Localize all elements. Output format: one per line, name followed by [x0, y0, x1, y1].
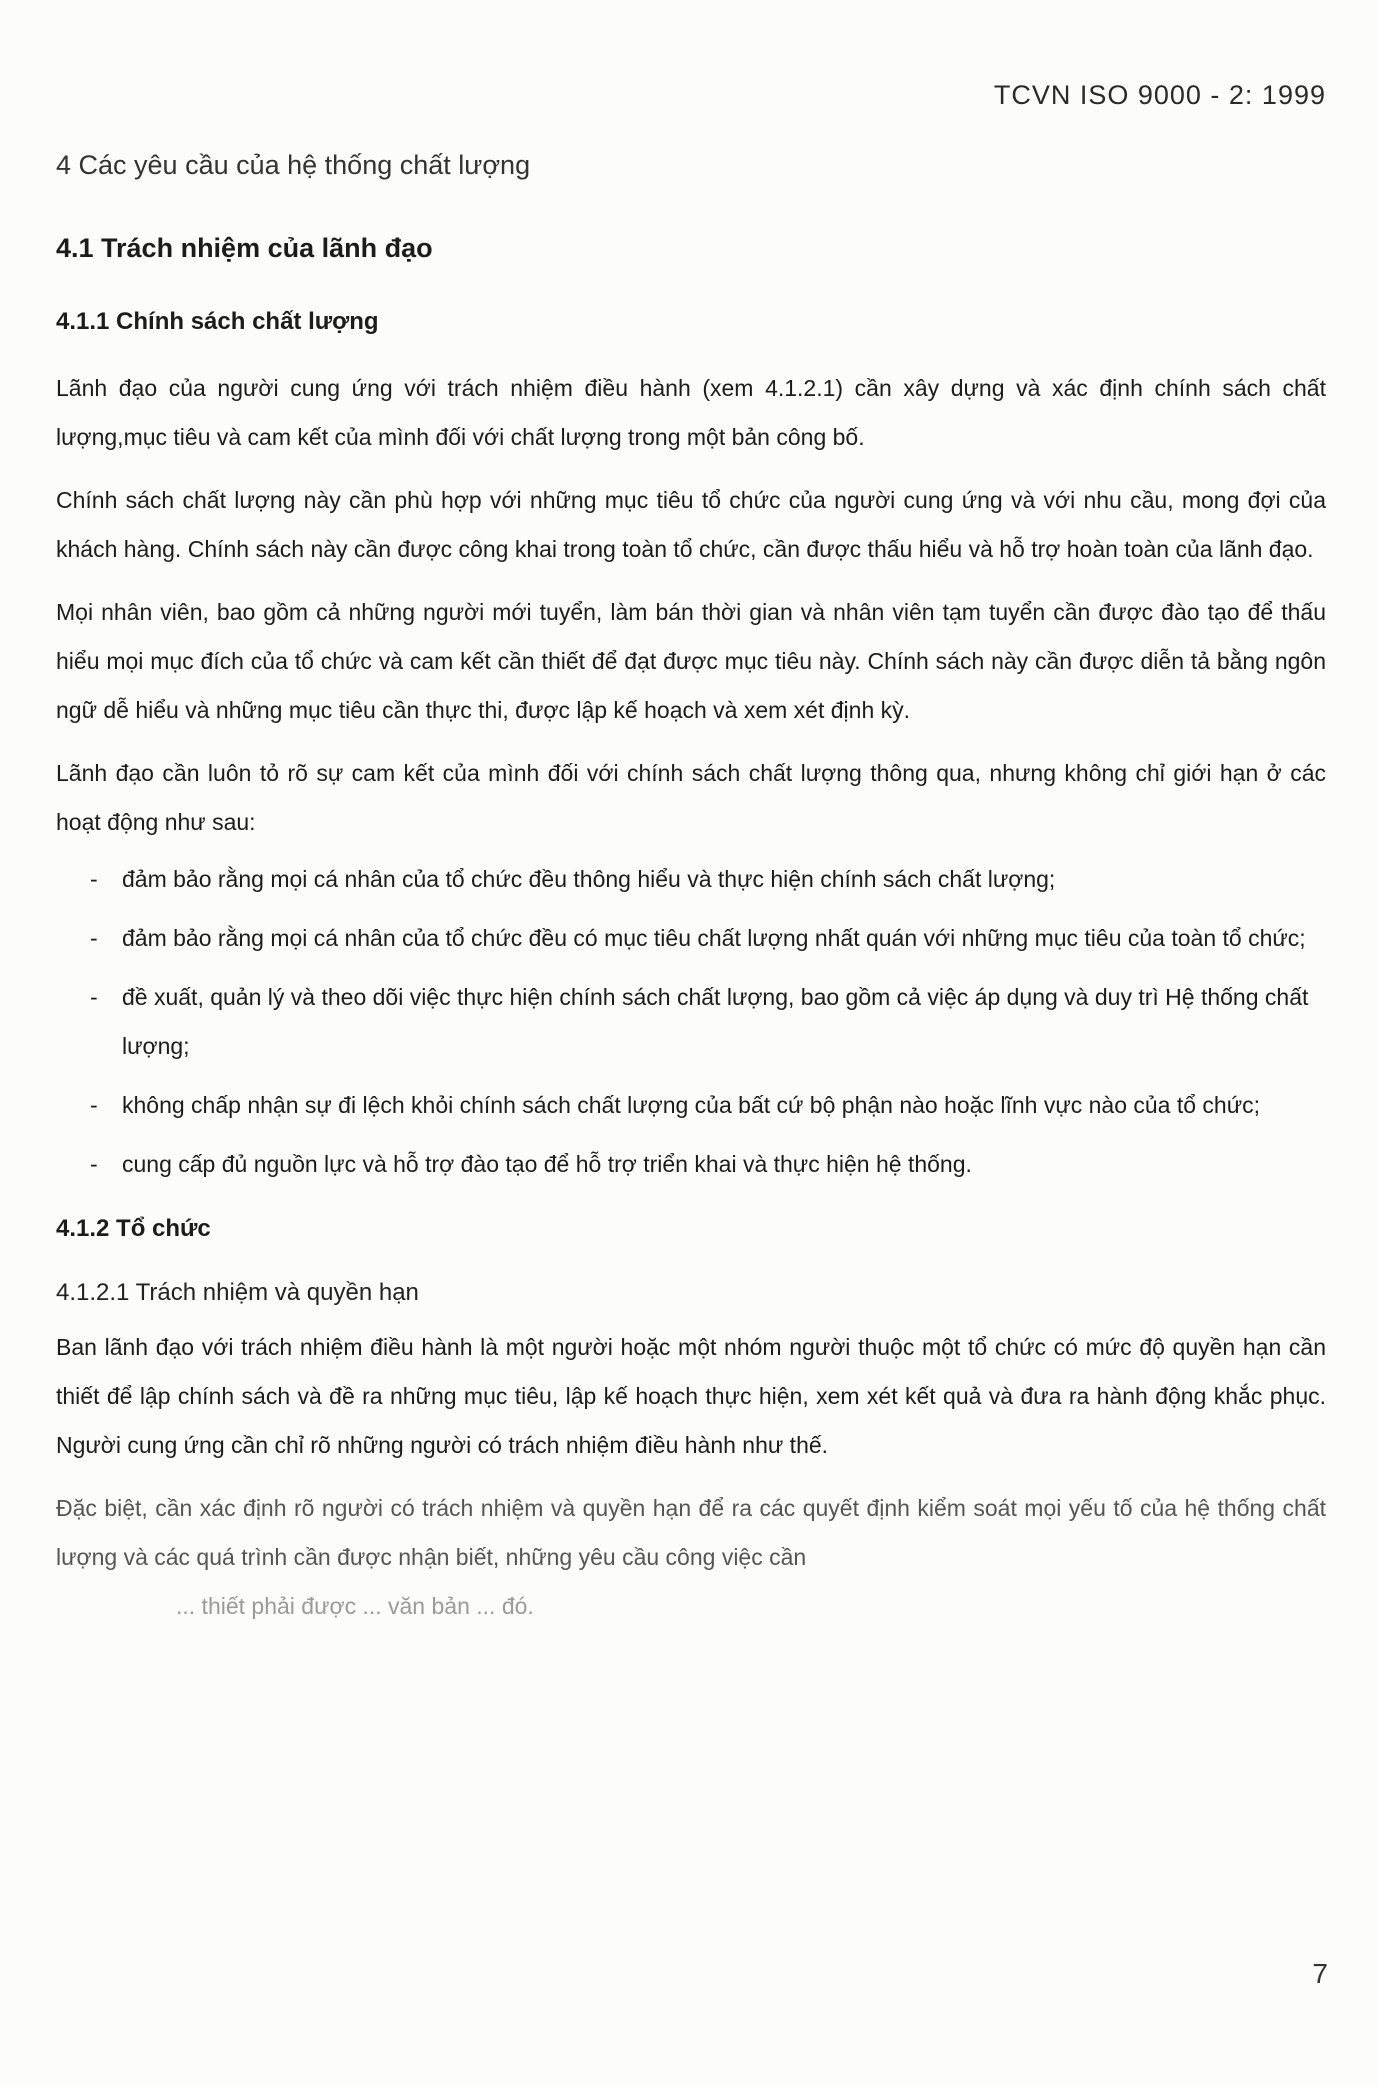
subsection-title-4-1-2-1: 4.1.2.1 Trách nhiệm và quyền hạn: [56, 1279, 419, 1306]
subsection-title-4-1-1: 4.1.1 Chính sách chất lượng: [56, 308, 379, 335]
list-item-text: cung cấp đủ nguồn lực và hỗ trợ đào tạo để hỗ trợ triển khai và thực hiện hệ thống.: [122, 1151, 972, 1177]
dash-bullet: -: [90, 866, 98, 892]
paragraph: Chính sách chất lượng này cần phù hợp với những mục tiêu tổ chức của người cung ứng và với nhu cầu, mong đợi của khách hàng. Chính sách này cần được công khai trong toàn tổ chức, cần được thấu hiểu và hỗ trợ hoàn toàn của lãnh đạo.: [56, 487, 1326, 562]
list-item-text: đảm bảo rằng mọi cá nhân của tổ chức đều thông hiểu và thực hiện chính sách chất lượng;: [122, 866, 1056, 892]
list-item: [56, 1140, 1326, 1189]
page-number: 7: [1312, 1958, 1328, 1989]
paragraph: Lãnh đạo của người cung ứng với trách nhiệm điều hành (xem 4.1.2.1) cần xây dựng và xác định chính sách chất lượng,mục tiêu và cam kết của mình đối với chất lượng trong một bản công bố.: [56, 375, 1326, 450]
dash-bullet: -: [90, 984, 98, 1010]
list-item: [56, 855, 1326, 904]
list-item-text: không chấp nhận sự đi lệch khỏi chính sách chất lượng của bất cứ bộ phận nào hoặc lĩnh vực nào của tổ chức;: [122, 1092, 1261, 1118]
list-item: [56, 1081, 1326, 1130]
list-item: [56, 914, 1326, 963]
list-item-text: đảm bảo rằng mọi cá nhân của tổ chức đều có mục tiêu chất lượng nhất quán với những mục tiêu của toàn tổ chức;: [122, 925, 1306, 951]
dash-bullet: -: [90, 1151, 98, 1177]
paragraph: Lãnh đạo cần luôn tỏ rõ sự cam kết của mình đối với chính sách chất lượng thông qua, nhưng không chỉ giới hạn ở các hoạt động như sau:: [56, 760, 1326, 835]
section-title: 4 Các yêu cầu của hệ thống chất lượng: [56, 150, 531, 180]
document-body: [56, 140, 1326, 1631]
paragraph: Ban lãnh đạo với trách nhiệm điều hành là một người hoặc một nhóm người thuộc một tổ chức có mức độ quyền hạn cần thiết để lập chính sách và đề ra những mục tiêu, lập kế hoạch thực hiện, xem xét kết quả và đưa ra hành động khắc phục. Người cung ứng cần chỉ rõ những người có trách nhiệm điều hành như thế.: [56, 1334, 1326, 1458]
dash-bullet: -: [90, 1092, 98, 1118]
list-item-text: đề xuất, quản lý và theo dõi việc thực hiện chính sách chất lượng, bao gồm cả việc áp dụng và duy trì Hệ thống chất lượng;: [122, 984, 1309, 1059]
bullet-list: [56, 855, 1326, 1189]
paragraph: Mọi nhân viên, bao gồm cả những người mới tuyển, làm bán thời gian và nhân viên tạm tuyển cần được đào tạo để thấu hiểu mọi mục đích của tổ chức và cam kết cần thiết để đạt được mục tiêu này. Chính sách này cần được diễn tả bằng ngôn ngữ dễ hiểu và những mục tiêu cần thực thi, được lập kế hoạch và xem xét định kỳ.: [56, 599, 1326, 723]
subsection-title-4-1-2: 4.1.2 Tổ chức: [56, 1215, 211, 1242]
standard-header: TCVN ISO 9000 - 2: 1999: [993, 80, 1326, 110]
list-item: [56, 973, 1326, 1071]
subsection-title-4-1: 4.1 Trách nhiệm của lãnh đạo: [56, 233, 433, 263]
paragraph: Đặc biệt, cần xác định rõ người có trách nhiệm và quyền hạn để ra các quyết định kiểm soát mọi yếu tố của hệ thống chất lượng và các quá trình cần được nhận biết, những yêu cầu công việc cần: [56, 1495, 1326, 1570]
dash-bullet: -: [90, 925, 98, 951]
paragraph-fragment: ... thiết phải được ... văn bản ... đó.: [176, 1593, 534, 1619]
